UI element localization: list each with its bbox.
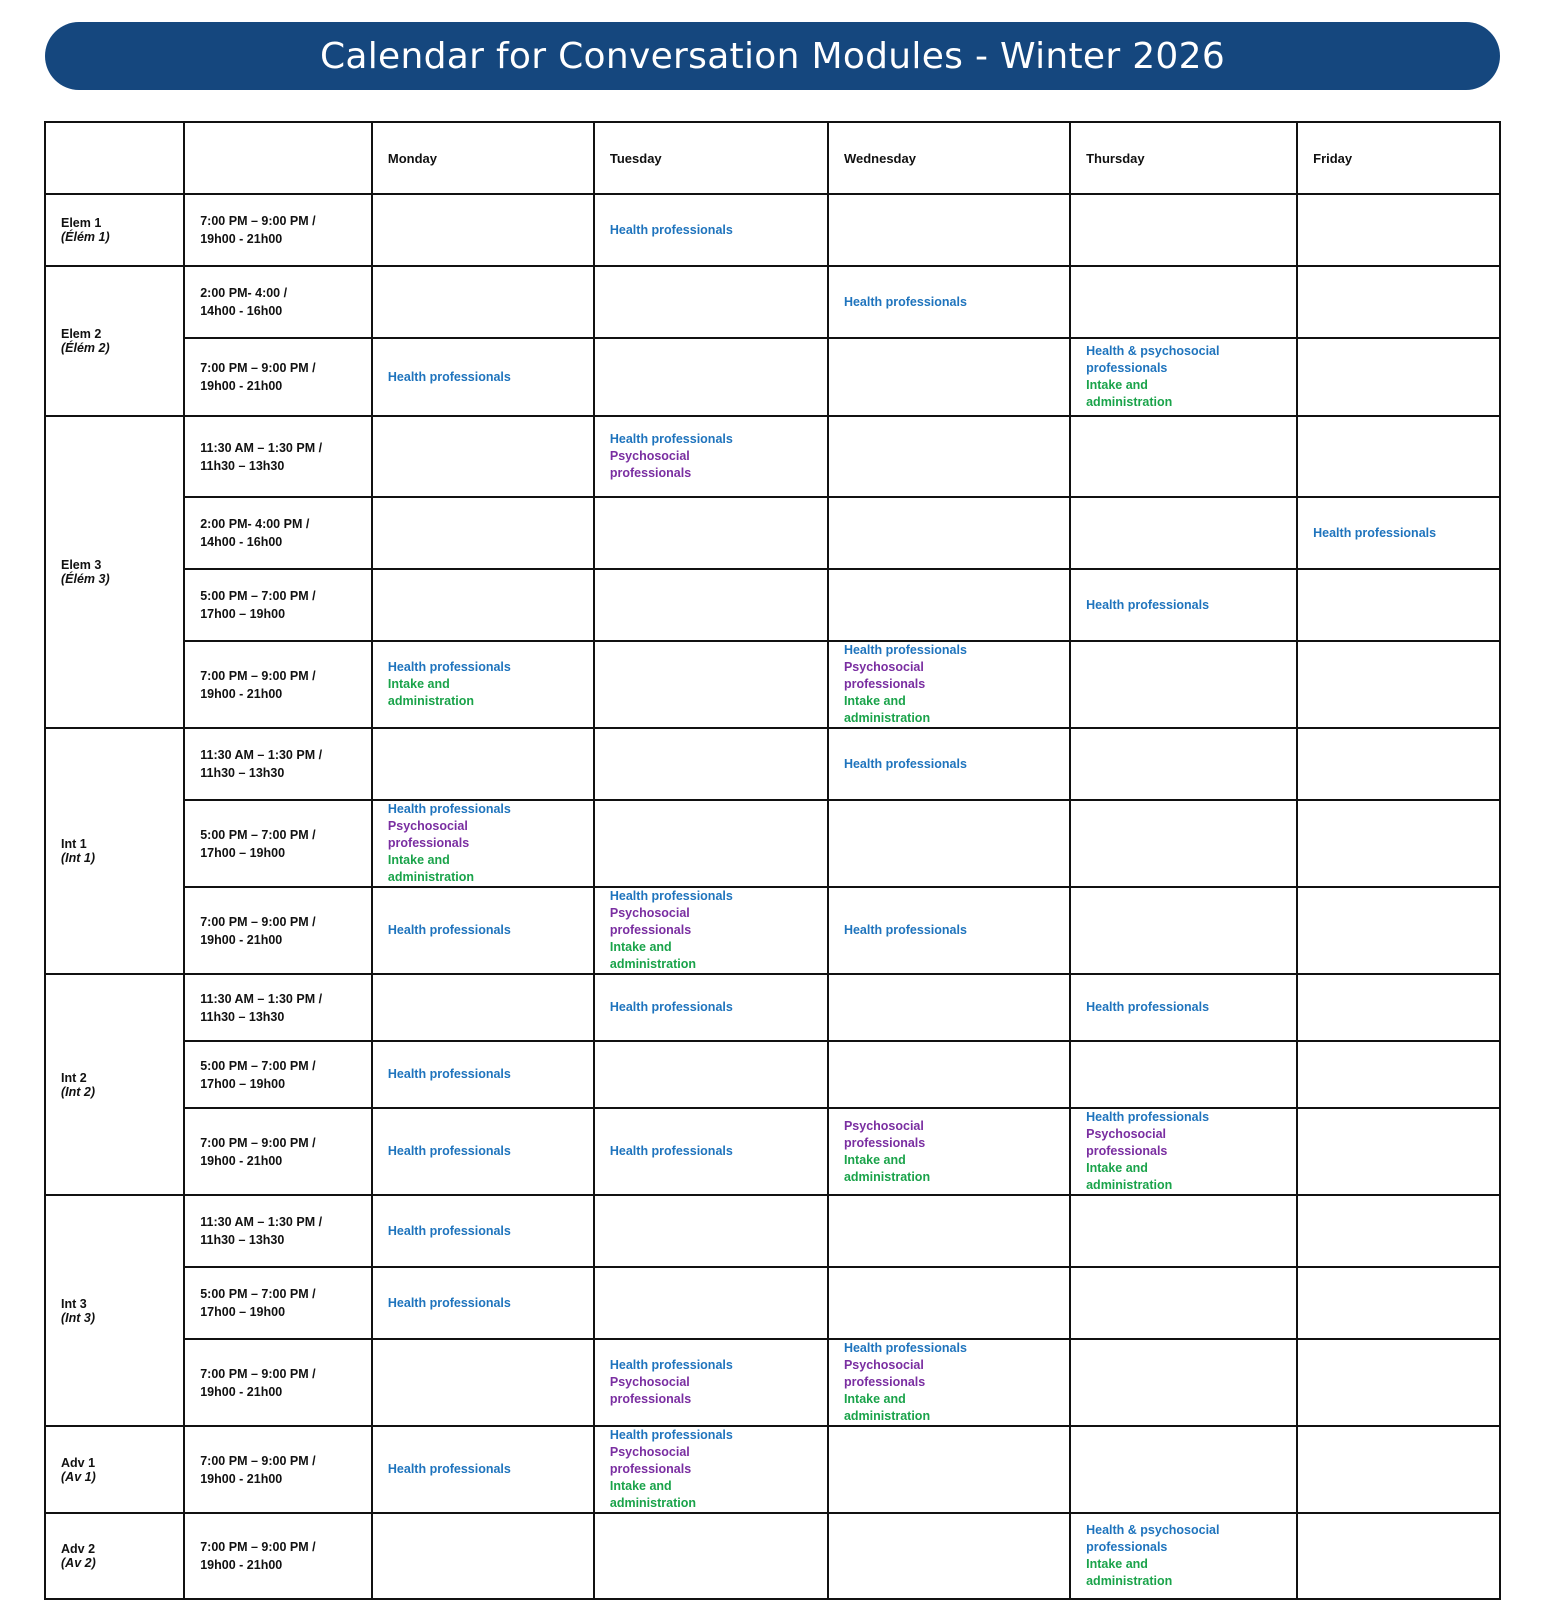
day-cell-wednesday	[828, 1426, 1070, 1513]
day-cell-wednesday	[828, 194, 1070, 266]
day-cell-friday	[1297, 338, 1500, 416]
day-cell-friday	[1297, 641, 1500, 728]
day-cell-thursday	[1070, 1339, 1297, 1426]
level-name: Int 3	[61, 1296, 87, 1311]
time-cell	[184, 569, 372, 641]
day-cell-monday	[372, 1267, 594, 1339]
session-entry-health: Health professionals	[843, 756, 967, 771]
day-cell-thursday	[1070, 1108, 1297, 1195]
day-cell-friday	[1297, 569, 1500, 641]
session-entry-psycho: Psychosocial professionals	[843, 1358, 926, 1389]
schedule-row	[45, 1426, 1500, 1513]
day-cell-friday	[1297, 1267, 1500, 1339]
time-slot-label: 7:00 PM – 9:00 PM / 19h00 - 21h00	[200, 1366, 316, 1399]
session-entry-health: Health professionals	[1313, 525, 1437, 540]
day-cell-friday	[1297, 1426, 1500, 1513]
level-name: Elem 1	[61, 216, 102, 230]
day-cell-tuesday	[594, 974, 828, 1041]
time-slot-label: 7:00 PM – 9:00 PM / 19h00 - 21h00	[200, 214, 316, 246]
schedule-row	[45, 1513, 1500, 1599]
day-cell-tuesday	[594, 266, 828, 338]
session-entry-health: Health professionals	[387, 369, 511, 384]
day-cell-monday	[372, 194, 594, 266]
day-cell-tuesday	[594, 1513, 828, 1599]
day-cell-monday	[372, 1195, 594, 1267]
session-entry-intake: Intake and administration	[843, 1152, 931, 1184]
time-slot-label: 7:00 PM – 9:00 PM / 19h00 - 21h00	[200, 361, 316, 393]
schedule-row	[45, 338, 1500, 416]
schedule-row	[45, 1195, 1500, 1267]
day-cell-friday	[1297, 728, 1500, 800]
time-slot-label: 7:00 PM – 9:00 PM / 19h00 - 21h00	[200, 668, 316, 701]
day-cell-tuesday	[594, 1195, 828, 1267]
day-cell-thursday	[1070, 1267, 1297, 1339]
day-cell-friday	[1297, 266, 1500, 338]
schedule-row	[45, 569, 1500, 641]
day-cell-friday	[1297, 1108, 1500, 1195]
header-time-cell	[184, 122, 372, 194]
day-cell-monday	[372, 1339, 594, 1426]
day-cell-thursday	[1070, 641, 1297, 728]
day-cell-thursday	[1070, 569, 1297, 641]
level-name: Int 1	[61, 837, 87, 851]
session-entry-psycho: Psychosocial professionals	[843, 660, 926, 691]
session-entry-intake: Intake and administration	[1086, 378, 1173, 409]
day-cell-tuesday	[594, 1426, 828, 1513]
day-cell-monday	[372, 266, 594, 338]
time-cell	[184, 416, 372, 497]
session-entry-health: Health professionals	[387, 802, 511, 816]
day-cell-wednesday	[828, 416, 1070, 497]
day-cell-thursday	[1070, 497, 1297, 569]
session-entry-health: Health professionals	[843, 643, 967, 657]
day-cell-tuesday	[594, 416, 828, 497]
header-row	[45, 122, 1500, 194]
day-cell-thursday	[1070, 1195, 1297, 1267]
schedule-row	[45, 1267, 1500, 1339]
day-header-thursday: Thursday	[1070, 122, 1297, 194]
session-entry-health: Health professionals	[843, 294, 967, 309]
time-slot-label: 5:00 PM – 7:00 PM / 17h00 – 19h00	[200, 589, 316, 621]
session-entry-intake: Intake and administration	[387, 677, 475, 708]
day-cell-monday	[372, 641, 594, 728]
level-name: Adv 2	[61, 1542, 96, 1556]
day-cell-friday	[1297, 974, 1500, 1041]
session-entry-health: Health professionals	[387, 1144, 511, 1158]
schedule-row	[45, 800, 1500, 887]
schedule-row	[45, 728, 1500, 800]
session-entry-intake: Intake and administration	[609, 1479, 696, 1510]
level-cell	[45, 194, 184, 266]
time-slot-label: 5:00 PM – 7:00 PM / 17h00 – 19h00	[200, 1287, 316, 1319]
session-entry-health: Health professionals	[609, 889, 733, 903]
day-header-tuesday: Tuesday	[594, 122, 828, 194]
session-entry-health: Health & psychosocial professionals	[1086, 344, 1220, 375]
level-name-french: (Av 2)	[61, 1556, 96, 1570]
day-cell-wednesday	[828, 1041, 1070, 1108]
day-cell-friday	[1297, 800, 1500, 887]
level-name: Int 2	[61, 1070, 87, 1085]
time-slot-label: 7:00 PM – 9:00 PM / 19h00 - 21h00	[200, 1453, 316, 1486]
time-slot-label: 5:00 PM – 7:00 PM / 17h00 – 19h00	[200, 827, 316, 860]
day-cell-tuesday	[594, 1041, 828, 1108]
day-cell-monday	[372, 569, 594, 641]
day-cell-monday	[372, 800, 594, 887]
day-cell-wednesday	[828, 728, 1070, 800]
day-cell-friday	[1297, 1041, 1500, 1108]
level-name-french: (Élém 1)	[61, 230, 110, 244]
schedule-row	[45, 416, 1500, 497]
time-cell	[184, 1108, 372, 1195]
session-entry-psycho: Psychosocial professionals	[609, 1445, 692, 1476]
session-entry-health: Health professionals	[387, 1223, 511, 1238]
time-cell	[184, 266, 372, 338]
time-cell	[184, 1513, 372, 1599]
day-cell-wednesday	[828, 497, 1070, 569]
day-cell-friday	[1297, 1195, 1500, 1267]
day-cell-friday	[1297, 887, 1500, 974]
level-cell	[45, 416, 184, 728]
day-cell-monday	[372, 887, 594, 974]
day-cell-monday	[372, 338, 594, 416]
day-cell-wednesday	[828, 266, 1070, 338]
day-cell-tuesday	[594, 1108, 828, 1195]
day-cell-monday	[372, 1513, 594, 1599]
level-cell	[45, 1513, 184, 1599]
session-entry-intake: Intake and administration	[843, 1392, 931, 1423]
time-cell	[184, 1426, 372, 1513]
time-cell	[184, 728, 372, 800]
day-cell-monday	[372, 1108, 594, 1195]
level-name-french: (Élém 3)	[61, 572, 110, 586]
day-cell-tuesday	[594, 1267, 828, 1339]
schedule-row	[45, 974, 1500, 1041]
session-entry-intake: Intake and administration	[387, 853, 475, 884]
time-cell	[184, 887, 372, 974]
day-cell-thursday	[1070, 800, 1297, 887]
session-entry-health: Health professionals	[843, 1341, 967, 1355]
day-cell-tuesday	[594, 569, 828, 641]
time-slot-label: 2:00 PM- 4:00 PM / 14h00 - 16h00	[200, 517, 310, 549]
time-slot-label: 7:00 PM – 9:00 PM / 19h00 - 21h00	[200, 914, 316, 947]
schedule-table	[44, 121, 1501, 1600]
session-entry-health: Health professionals	[609, 1428, 733, 1442]
schedule-row	[45, 266, 1500, 338]
session-entry-health: Health professionals	[1086, 1110, 1210, 1124]
session-entry-intake: Intake and administration	[843, 694, 931, 725]
level-name: Elem 3	[61, 558, 102, 572]
day-cell-friday	[1297, 497, 1500, 569]
session-entry-psycho: Psychosocial professionals	[609, 449, 692, 480]
day-cell-thursday	[1070, 194, 1297, 266]
session-entry-health: Health professionals	[387, 1067, 511, 1081]
day-cell-wednesday	[828, 641, 1070, 728]
day-cell-tuesday	[594, 1339, 828, 1426]
session-entry-psycho: Psychosocial professionals	[609, 906, 692, 937]
level-cell	[45, 1195, 184, 1426]
time-cell	[184, 497, 372, 569]
level-name-french: (Int 2)	[61, 1084, 96, 1099]
time-cell	[184, 338, 372, 416]
day-cell-monday	[372, 728, 594, 800]
day-cell-tuesday	[594, 338, 828, 416]
day-cell-friday	[1297, 1513, 1500, 1599]
level-cell	[45, 266, 184, 416]
day-cell-thursday	[1070, 416, 1297, 497]
day-cell-tuesday	[594, 641, 828, 728]
day-cell-thursday	[1070, 338, 1297, 416]
session-entry-health: Health professionals	[843, 923, 967, 937]
time-slot-label: 11:30 AM – 1:30 PM / 11h30 – 13h30	[200, 1215, 323, 1247]
session-entry-psycho: Psychosocial professionals	[1086, 1127, 1168, 1158]
session-entry-intake: Intake and administration	[1086, 1557, 1173, 1588]
day-cell-friday	[1297, 416, 1500, 497]
day-cell-tuesday	[594, 728, 828, 800]
level-name-french: (Int 1)	[61, 851, 96, 865]
page-title: Calendar for Conversation Modules - Winter 2026	[319, 35, 1226, 77]
time-cell	[184, 1195, 372, 1267]
day-cell-thursday	[1070, 1513, 1297, 1599]
level-cell	[45, 1426, 184, 1513]
day-cell-tuesday	[594, 497, 828, 569]
day-cell-monday	[372, 497, 594, 569]
time-slot-label: 11:30 AM – 1:30 PM / 11h30 – 13h30	[200, 991, 323, 1024]
session-entry-health: Health professionals	[609, 432, 733, 446]
day-header-wednesday: Wednesday	[828, 122, 1070, 194]
day-cell-wednesday	[828, 974, 1070, 1041]
level-name-french: (Av 1)	[61, 1469, 96, 1484]
day-cell-tuesday	[594, 800, 828, 887]
time-slot-label: 5:00 PM – 7:00 PM / 17h00 – 19h00	[200, 1058, 316, 1091]
session-entry-intake: Intake and administration	[609, 940, 696, 971]
day-cell-thursday	[1070, 266, 1297, 338]
session-entry-health: Health professionals	[1086, 597, 1210, 612]
day-cell-thursday	[1070, 1426, 1297, 1513]
level-cell	[45, 974, 184, 1195]
level-cell	[45, 728, 184, 974]
day-cell-monday	[372, 416, 594, 497]
day-cell-thursday	[1070, 1041, 1297, 1108]
schedule-row	[45, 194, 1500, 266]
session-entry-health: Health professionals	[387, 1462, 511, 1476]
day-cell-wednesday	[828, 338, 1070, 416]
time-cell	[184, 1041, 372, 1108]
schedule-row	[45, 497, 1500, 569]
day-header-friday: Friday	[1297, 122, 1500, 194]
session-entry-psycho: Psychosocial professionals	[387, 819, 470, 850]
day-cell-wednesday	[828, 800, 1070, 887]
time-cell	[184, 974, 372, 1041]
day-cell-thursday	[1070, 974, 1297, 1041]
level-name-french: (Int 3)	[61, 1310, 96, 1325]
session-entry-health: Health professionals	[609, 222, 733, 237]
schedule-row	[45, 641, 1500, 728]
time-cell	[184, 800, 372, 887]
day-cell-friday	[1297, 194, 1500, 266]
session-entry-health: Health professionals	[609, 1358, 733, 1372]
time-slot-label: 11:30 AM – 1:30 PM / 11h30 – 13h30	[200, 748, 323, 780]
day-cell-monday	[372, 974, 594, 1041]
time-cell	[184, 641, 372, 728]
time-slot-label: 7:00 PM – 9:00 PM / 19h00 - 21h00	[200, 1135, 316, 1168]
session-entry-health: Health professionals	[387, 1295, 511, 1310]
day-cell-friday	[1297, 1339, 1500, 1426]
day-cell-wednesday	[828, 569, 1070, 641]
header-level-cell	[45, 122, 184, 194]
time-slot-label: 11:30 AM – 1:30 PM / 11h30 – 13h30	[200, 440, 323, 473]
session-entry-health: Health professionals	[609, 1144, 733, 1158]
day-cell-monday	[372, 1041, 594, 1108]
schedule-row	[45, 887, 1500, 974]
session-entry-health: Health professionals	[1086, 1000, 1210, 1014]
day-cell-wednesday	[828, 1339, 1070, 1426]
schedule-body	[45, 194, 1500, 1599]
day-cell-thursday	[1070, 887, 1297, 974]
schedule-row	[45, 1108, 1500, 1195]
schedule-row	[45, 1041, 1500, 1108]
session-entry-psycho: Psychosocial professionals	[609, 1375, 692, 1406]
time-slot-label: 2:00 PM- 4:00 / 14h00 - 16h00	[200, 286, 288, 318]
time-cell	[184, 1339, 372, 1426]
day-cell-wednesday	[828, 1513, 1070, 1599]
session-entry-health: Health professionals	[609, 1000, 733, 1014]
time-slot-label: 7:00 PM – 9:00 PM / 19h00 - 21h00	[200, 1540, 316, 1572]
day-cell-monday	[372, 1426, 594, 1513]
level-name-french: (Élém 2)	[61, 341, 110, 355]
session-entry-health: Health professionals	[387, 660, 511, 674]
day-cell-wednesday	[828, 1108, 1070, 1195]
day-cell-wednesday	[828, 1267, 1070, 1339]
day-header-monday: Monday	[372, 122, 594, 194]
time-cell	[184, 194, 372, 266]
day-cell-tuesday	[594, 887, 828, 974]
day-cell-tuesday	[594, 194, 828, 266]
session-entry-health: Health professionals	[387, 923, 511, 937]
day-cell-wednesday	[828, 887, 1070, 974]
schedule-row	[45, 1339, 1500, 1426]
day-cell-thursday	[1070, 728, 1297, 800]
level-name: Elem 2	[61, 327, 102, 341]
session-entry-psycho: Psychosocial professionals	[843, 1118, 926, 1150]
time-cell	[184, 1267, 372, 1339]
title-banner	[45, 22, 1500, 90]
session-entry-intake: Intake and administration	[1086, 1161, 1173, 1192]
level-name: Adv 1	[61, 1455, 96, 1470]
day-cell-wednesday	[828, 1195, 1070, 1267]
session-entry-health: Health & psychosocial professionals	[1086, 1523, 1220, 1554]
